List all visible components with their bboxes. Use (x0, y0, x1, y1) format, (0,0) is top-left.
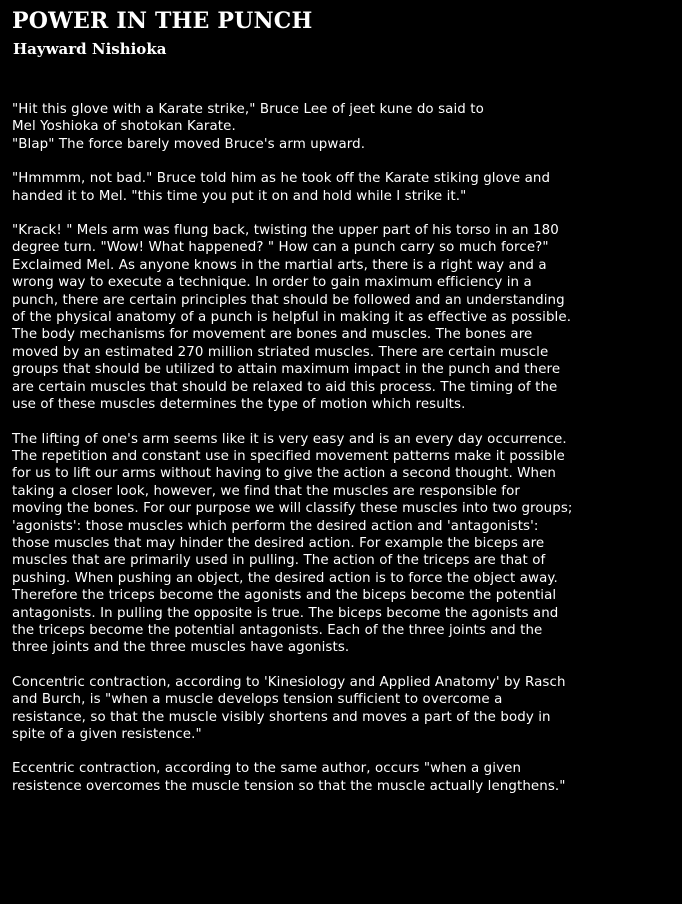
text-line: wrong way to execute a technique. In order to gain maximum efficiency in a (12, 275, 532, 291)
text-line: antagonists. In pulling the opposite is true. The biceps become the agonists and (12, 605, 559, 621)
text-line: muscles that are primarily used in pulling. The action of the triceps are that of (12, 553, 546, 569)
article-body (12, 101, 677, 812)
text-line: "Blap" The force barely moved Bruce's arm upward. (12, 136, 366, 152)
text-line: Therefore the triceps become the agonists and the biceps become the potential (12, 588, 557, 604)
text-line: Exclaimed Mel. As anyone knows in the martial arts, there is a right way and a (12, 257, 547, 273)
text-line: "Hit this glove with a Karate strike," Bruce Lee of jeet kune do said to (12, 102, 484, 117)
text-line: those muscles that may hinder the desired action. For example the biceps are (12, 535, 545, 551)
text-line: use of these muscles determines the type of motion which results. (12, 397, 466, 413)
text-line: moved by an estimated 270 million striated muscles. There are certain muscle (12, 344, 549, 360)
text-line: 'agonists': those muscles which perform the desired action and 'antagonists': (12, 518, 539, 534)
text-line: resistence overcomes the muscle tension so that the muscle actually lengthens." (12, 778, 566, 794)
text-line: are certain muscles that should be relaxed to aid this process. The timing of the (12, 379, 558, 395)
text-line: degree turn. "Wow! What happened? " How can a punch carry so much force?" (12, 240, 549, 256)
text-line: the triceps become the potential antagonists. Each of the three joints and the (12, 622, 543, 638)
text-line: punch, there are certain principles that should be followed and an understanding (12, 292, 565, 308)
article-title: POWER IN THE PUNCH (12, 8, 313, 34)
text-line: groups that should be utilized to attain maximum impact in the punch and there (12, 362, 561, 378)
text-line: Mel Yoshioka of shotokan Karate. (12, 119, 236, 135)
article-author: Hayward Nishioka (13, 40, 167, 58)
text-line: for us to lift our arms without having to give the action a second thought. When (12, 466, 557, 482)
text-line: of the physical anatomy of a punch is helpful in making it as effective as possible. (12, 310, 572, 326)
text-line: The repetition and constant use in specified movement patterns make it possible (12, 448, 565, 464)
text-line: three joints and the three muscles have agonists. (12, 640, 350, 656)
paragraph-5 (12, 674, 677, 744)
paragraph-2 (12, 170, 677, 205)
text-line: "Krack! " Mels arm was flung back, twisting the upper part of his torso in an 180 (12, 223, 559, 239)
paragraph-6 (12, 760, 677, 795)
text-line: moving the bones. For our purpose we will classify these muscles into two groups; (12, 501, 573, 517)
text-line: The body mechanisms for movement are bones and muscles. The bones are (12, 327, 533, 343)
text-line: Eccentric contraction, according to the same author, occurs "when a given (12, 761, 522, 777)
paragraph-4 (12, 431, 677, 657)
text-line: pushing. When pushing an object, the desired action is to force the object away. (12, 570, 558, 586)
text-line: resistance, so that the muscle visibly shortens and moves a part of the body in (12, 709, 551, 725)
text-line: Concentric contraction, according to 'Kinesiology and Applied Anatomy' by Rasch (12, 674, 566, 690)
text-line: and Burch, is "when a muscle develops tension sufficient to overcome a (12, 692, 503, 708)
paragraph-3 (12, 222, 677, 413)
text-line: "Hmmmm, not bad." Bruce told him as he took off the Karate stiking glove and (12, 171, 551, 187)
text-line: The lifting of one's arm seems like it is very easy and is an every day occurrence. (12, 431, 567, 447)
text-line: taking a closer look, however, we find that the muscles are responsible for (12, 483, 521, 499)
paragraph-1 (12, 101, 677, 153)
text-line: handed it to Mel. "this time you put it on and hold while I strike it." (12, 188, 467, 204)
text-line: spite of a given resistence." (12, 727, 202, 742)
